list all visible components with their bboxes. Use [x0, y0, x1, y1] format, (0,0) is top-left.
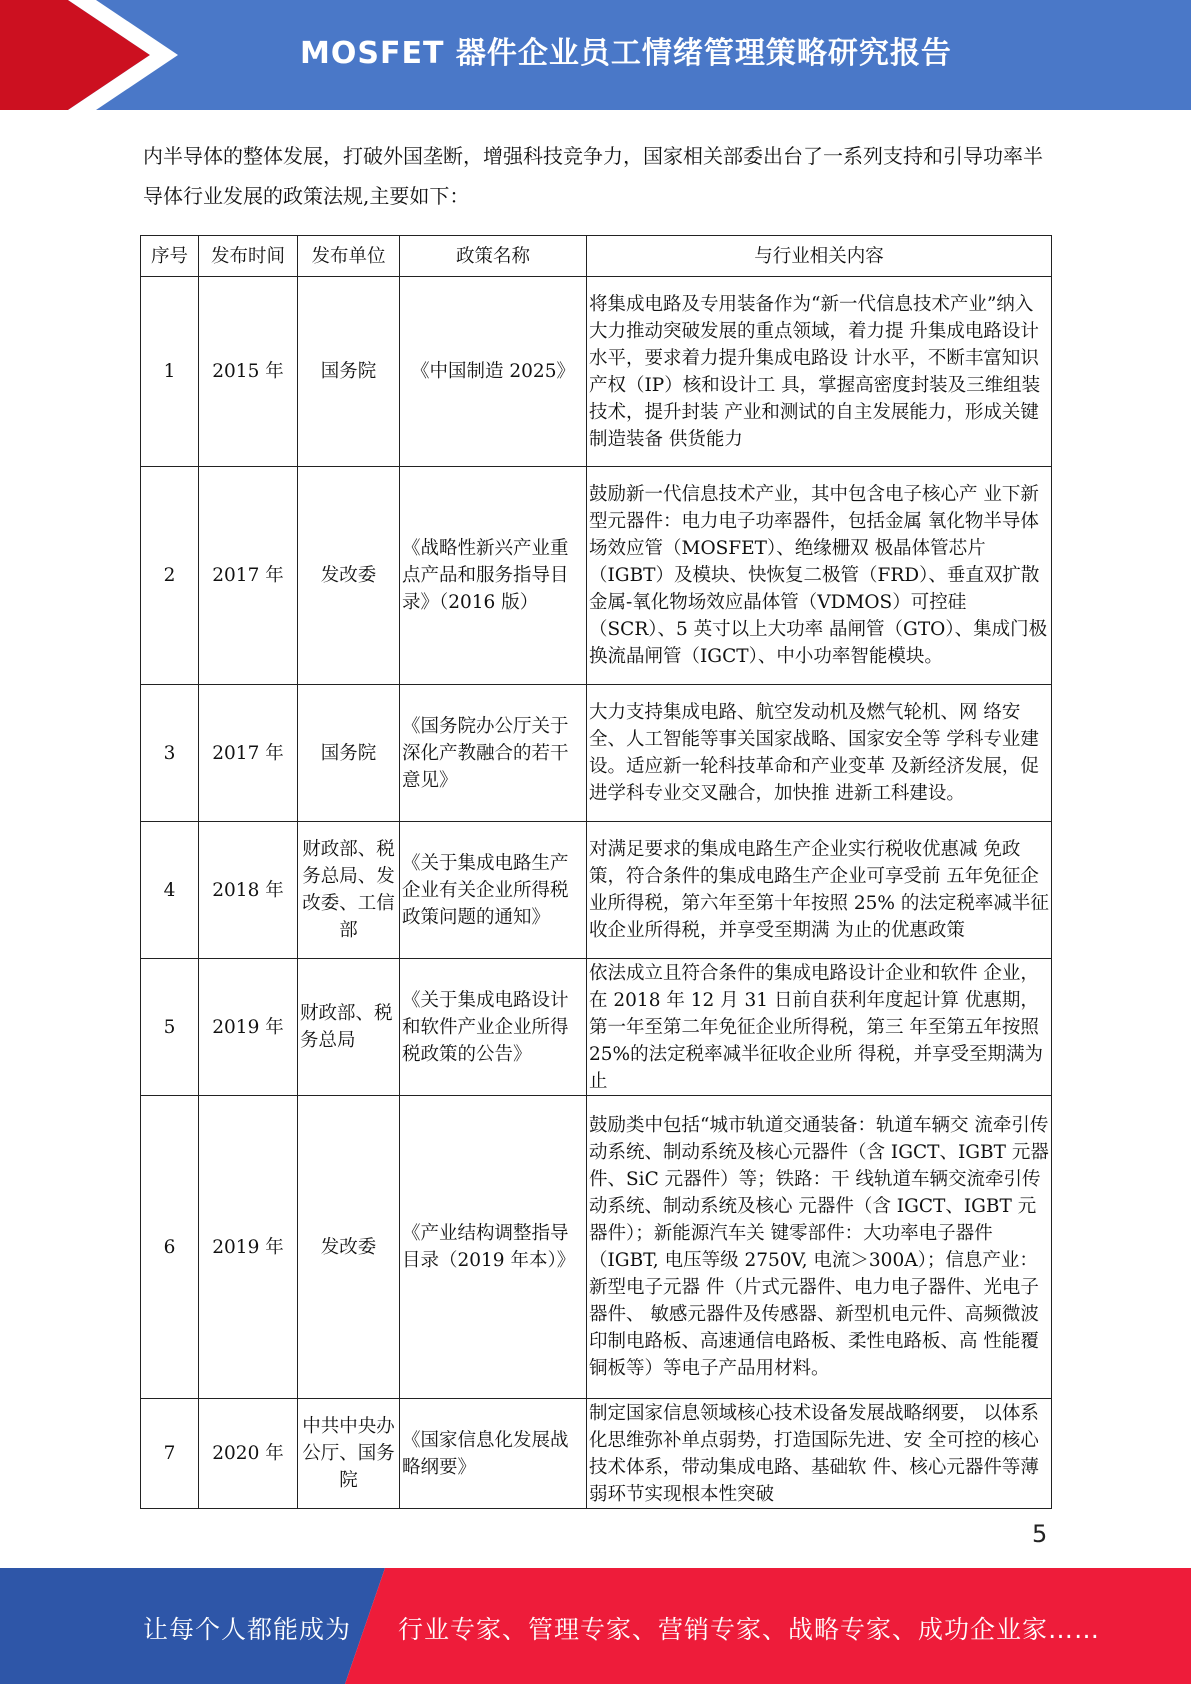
- header-content: 与行业相关内容: [587, 236, 1052, 277]
- table-row: [141, 467, 1052, 685]
- row-policy: 《产业结构调整指导目录（2019 年本）》: [400, 1096, 587, 1399]
- table-row: [141, 822, 1052, 959]
- row-policy: 《关于集成电路设计和软件产业企业所得税政策的公告》: [400, 959, 587, 1096]
- row-policy: 《国家信息化发展战略纲要》: [400, 1399, 587, 1509]
- report-title: MOSFET 器件企业员工情绪管理策略研究报告: [300, 36, 952, 71]
- row-year: 2019 年: [199, 959, 298, 1096]
- row-year: 2017 年: [199, 685, 298, 822]
- row-policy: 《国务院办公厅关于深化产教融合的若干意见》: [400, 685, 587, 822]
- row-no: 4: [141, 822, 199, 959]
- row-content: 大力支持集成电路、航空发动机及燃气轮机、网 络安全、人工智能等事关国家战略、国家安全等 学科专业建设。适应新一轮科技革命和产业变革 及新经济发展，促进学科专业交叉融合，加快推 进新工科建设。: [587, 685, 1052, 822]
- row-unit: 财政部、税务总局: [298, 959, 400, 1096]
- row-policy: 《关于集成电路生产企业有关企业所得税政策问题的通知》: [400, 822, 587, 959]
- row-no: 1: [141, 277, 199, 467]
- row-no: 7: [141, 1399, 199, 1509]
- table-header-row: [141, 236, 1052, 277]
- header-date: 发布时间: [199, 236, 298, 277]
- page-number: 5: [1032, 1520, 1048, 1548]
- page-footer: [0, 1568, 1191, 1684]
- row-year: 2017 年: [199, 467, 298, 685]
- row-content: 对满足要求的集成电路生产企业实行税收优惠减 免政策，符合条件的集成电路生产企业可享受前 五年免征企业所得税，第六年至第十年按照 25% 的法定税率减半征收企业所得税，并享受至期满 为止的优惠政策: [587, 822, 1052, 959]
- header-policy: 政策名称: [400, 236, 587, 277]
- row-content: 鼓励新一代信息技术产业，其中包含电子核心产 业下新型元器件：电力电子功率器件，包括金属 氧化物半导体场效应管（MOSFET）、绝缘栅双 极晶体管芯片（IGBT）及模块、快恢复二极管（FRD）、垂直双扩散金属-氧化物场效应晶体管（VDMOS）可控硅（SCR）、5 英寸以上大功率 晶闸管（GTO）、集成门极换流晶闸管（IGCT）、中小功率智能模块。: [587, 467, 1052, 685]
- policy-table: [140, 235, 1052, 1509]
- row-policy: 《中国制造 2025》: [400, 277, 587, 467]
- header-no: 序号: [141, 236, 199, 277]
- row-unit: 发改委: [298, 1096, 400, 1399]
- row-unit: 财政部、税务总局、发改委、工信部: [298, 822, 400, 959]
- row-year: 2018 年: [199, 822, 298, 959]
- table-row: [141, 685, 1052, 822]
- row-no: 5: [141, 959, 199, 1096]
- row-unit: 国务院: [298, 277, 400, 467]
- row-no: 2: [141, 467, 199, 685]
- table-row: [141, 959, 1052, 1096]
- table-row: [141, 1399, 1052, 1509]
- row-content: 依法成立且符合条件的集成电路设计企业和软件 企业，在 2018 年 12 月 31 日前自获利年度起计算 优惠期，第一年至第二年免征企业所得税，第三 年至第五年按照 25%的法定税率减半征收企业所 得税，并享受至期满为止: [587, 959, 1052, 1096]
- footer-slogan-right: 行业专家、管理专家、营销专家、战略专家、成功企业家……: [398, 1615, 1101, 1644]
- row-year: 2020 年: [199, 1399, 298, 1509]
- row-no: 3: [141, 685, 199, 822]
- row-no: 6: [141, 1096, 199, 1399]
- row-content: 鼓励类中包括“城市轨道交通装备：轨道车辆交 流牵引传动系统、制动系统及核心元器件（含 IGCT、IGBT 元器件、SiC 元器件）等；铁路：干 线轨道车辆交流牵引传动系统、制动系统及核心 元器件（含 IGCT、IGBT 元器件）；新能源汽车关 键零部件：大功率电子器件（IGBT, 电压等级 2750V, 电流＞300A）；信息产业：新型电子元器 件（片式元器件、电力电子器件、光电子器件、 敏感元器件及传感器、新型机电元件、高频微波 印制电路板、高速通信电路板、柔性电路板、高 性能覆铜板等）等电子产品用材料。: [587, 1096, 1052, 1399]
- row-unit: 中共中央办公厅、国务院: [298, 1399, 400, 1509]
- header-unit: 发布单位: [298, 236, 400, 277]
- row-content: 制定国家信息领域核心技术设备发展战略纲要， 以体系化思维弥补单点弱势，打造国际先进、安 全可控的核心技术体系，带动集成电路、基础软 件、核心元器件等薄弱环节实现根本性突破: [587, 1399, 1052, 1509]
- row-policy: 《战略性新兴产业重点产品和服务指导目录》（2016 版）: [400, 467, 587, 685]
- table-row: [141, 277, 1052, 467]
- footer-slogan-left: 让每个人都能成为: [143, 1615, 352, 1644]
- row-unit: 国务院: [298, 685, 400, 822]
- page-header: [0, 0, 1191, 110]
- row-unit: 发改委: [298, 467, 400, 685]
- row-year: 2019 年: [199, 1096, 298, 1399]
- row-content: 将集成电路及专用装备作为“新一代信息技术产业”纳入大力推动突破发展的重点领域，着力提 升集成电路设计水平，要求着力提升集成电路设 计水平，不断丰富知识产权（IP）核和设计工 具，掌握高密度封装及三维组装技术，提升封装 产业和测试的自主发展能力，形成关键制造装备 供货能力: [587, 277, 1052, 467]
- row-year: 2015 年: [199, 277, 298, 467]
- table-row: [141, 1096, 1052, 1399]
- intro-paragraph: 内半导体的整体发展，打破外国垄断，增强科技竞争力，国家相关部委出台了一系列支持和引导功率半导体行业发展的政策法规,主要如下：: [143, 144, 1043, 208]
